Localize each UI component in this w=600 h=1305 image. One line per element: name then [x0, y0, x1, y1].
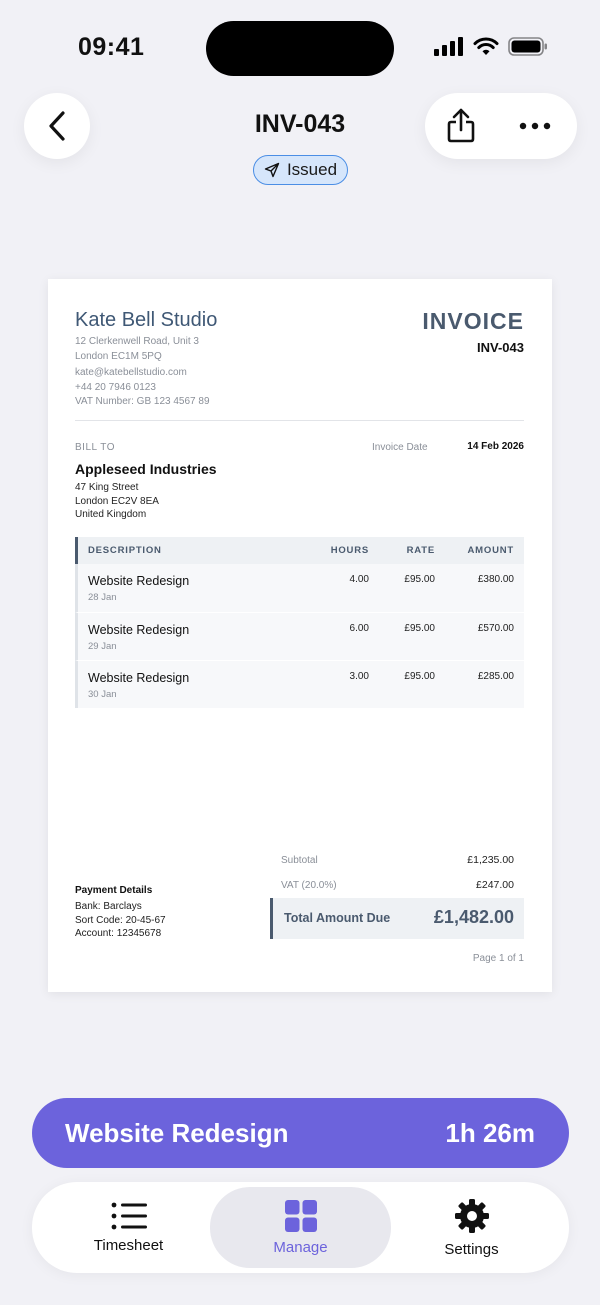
payment-bank: Bank: Barclays: [75, 901, 142, 912]
studio-phone: +44 20 7946 0123: [75, 381, 156, 393]
status-time: 09:41: [78, 33, 145, 61]
vat-value: £247.00: [476, 879, 514, 891]
item-amount: £380.00: [477, 574, 514, 585]
client-address-line: United Kingdom: [75, 509, 147, 520]
item-date: 28 Jan: [88, 592, 117, 603]
item-rate: £95.00: [404, 574, 435, 585]
invoice-date-label: Invoice Date: [372, 442, 428, 453]
column-header-hours: HOURS: [330, 545, 369, 556]
list-icon: [111, 1202, 147, 1230]
payment-account: Account: 12345678: [75, 928, 162, 939]
table-row: [75, 612, 524, 660]
total-label: Total Amount Due: [284, 911, 391, 925]
status-icons: [434, 37, 548, 56]
tab-manage[interactable]: [210, 1187, 391, 1268]
client-address: [75, 481, 159, 522]
table-row: [75, 660, 524, 708]
page-number: Page 1 of 1: [472, 953, 524, 964]
invoice-date: 14 Feb 2026: [467, 441, 524, 452]
studio-email: kate@katebellstudio.com: [75, 367, 187, 378]
item-hours: 3.00: [349, 671, 369, 682]
payment-details: [75, 900, 166, 941]
item-date: 30 Jan: [88, 689, 117, 700]
item-description: Website Redesign: [88, 623, 190, 637]
item-rate: £95.00: [404, 623, 435, 634]
timer-elapsed: 1h 26m: [445, 1118, 535, 1148]
subtotal-label: Subtotal: [281, 855, 318, 866]
invoice-number: INV-043: [477, 340, 524, 355]
page-title: INV-043: [254, 110, 346, 138]
item-rate: £95.00: [404, 671, 435, 682]
studio-details: [75, 335, 210, 410]
paper-plane-icon: [264, 162, 280, 178]
tab-label: Timesheet: [93, 1236, 164, 1254]
client-address-line: 47 King Street: [75, 482, 139, 493]
running-timer-bar[interactable]: [32, 1098, 569, 1168]
status-badge-label: Issued: [286, 160, 338, 179]
dynamic-island: [206, 21, 394, 76]
payment-details-title: Payment Details: [75, 885, 153, 896]
client-name: Appleseed Industries: [75, 461, 217, 477]
studio-address-line: London EC1M 5PQ: [75, 350, 162, 362]
payment-sort-code: Sort Code: 20-45-67: [75, 914, 166, 926]
item-date: 29 Jan: [88, 641, 117, 652]
invoice-document: [48, 279, 552, 992]
item-description: Website Redesign: [88, 671, 190, 685]
item-amount: £285.00: [477, 671, 514, 682]
header-actions: [425, 93, 577, 159]
item-amount: £570.00: [477, 623, 514, 634]
table-header: [75, 537, 524, 564]
more-icon: [519, 122, 551, 130]
tab-settings[interactable]: [381, 1187, 562, 1268]
total-amount-due: [270, 898, 524, 939]
battery-icon: [508, 37, 548, 56]
more-button[interactable]: [517, 106, 553, 146]
bill-to-label: BILL TO: [75, 442, 116, 453]
timer-task-name: Website Redesign: [65, 1118, 289, 1148]
item-hours: 6.00: [349, 623, 369, 634]
status-badge: [253, 155, 348, 185]
studio-name: Kate Bell Studio: [75, 309, 218, 331]
gear-icon: [454, 1198, 490, 1234]
total-value: £1,482.00: [433, 907, 514, 927]
item-description: Website Redesign: [88, 574, 190, 588]
tab-bar: [32, 1182, 569, 1273]
subtotal-value: £1,235.00: [467, 854, 514, 866]
grid-icon: [285, 1200, 317, 1232]
share-icon: [446, 108, 476, 144]
tab-label: Manage: [273, 1238, 328, 1256]
share-button[interactable]: [445, 106, 477, 146]
column-header-amount: AMOUNT: [467, 545, 514, 556]
table-row: [75, 564, 524, 612]
tab-label: Settings: [444, 1240, 499, 1258]
column-header-rate: RATE: [406, 545, 435, 556]
studio-vat: VAT Number: GB 123 4567 89: [75, 396, 210, 407]
invoice-heading: INVOICE: [422, 308, 524, 334]
item-hours: 4.00: [349, 574, 369, 585]
client-address-line: London EC2V 8EA: [75, 495, 159, 507]
studio-address-line: 12 Clerkenwell Road, Unit 3: [75, 336, 199, 347]
line-items-table: [75, 537, 524, 708]
tab-timesheet[interactable]: [38, 1187, 219, 1268]
cellular-signal-icon: [434, 37, 464, 56]
wifi-icon: [473, 37, 499, 56]
vat-label: VAT (20.0%): [281, 880, 337, 891]
column-header-description: DESCRIPTION: [88, 545, 162, 556]
divider: [75, 420, 524, 421]
